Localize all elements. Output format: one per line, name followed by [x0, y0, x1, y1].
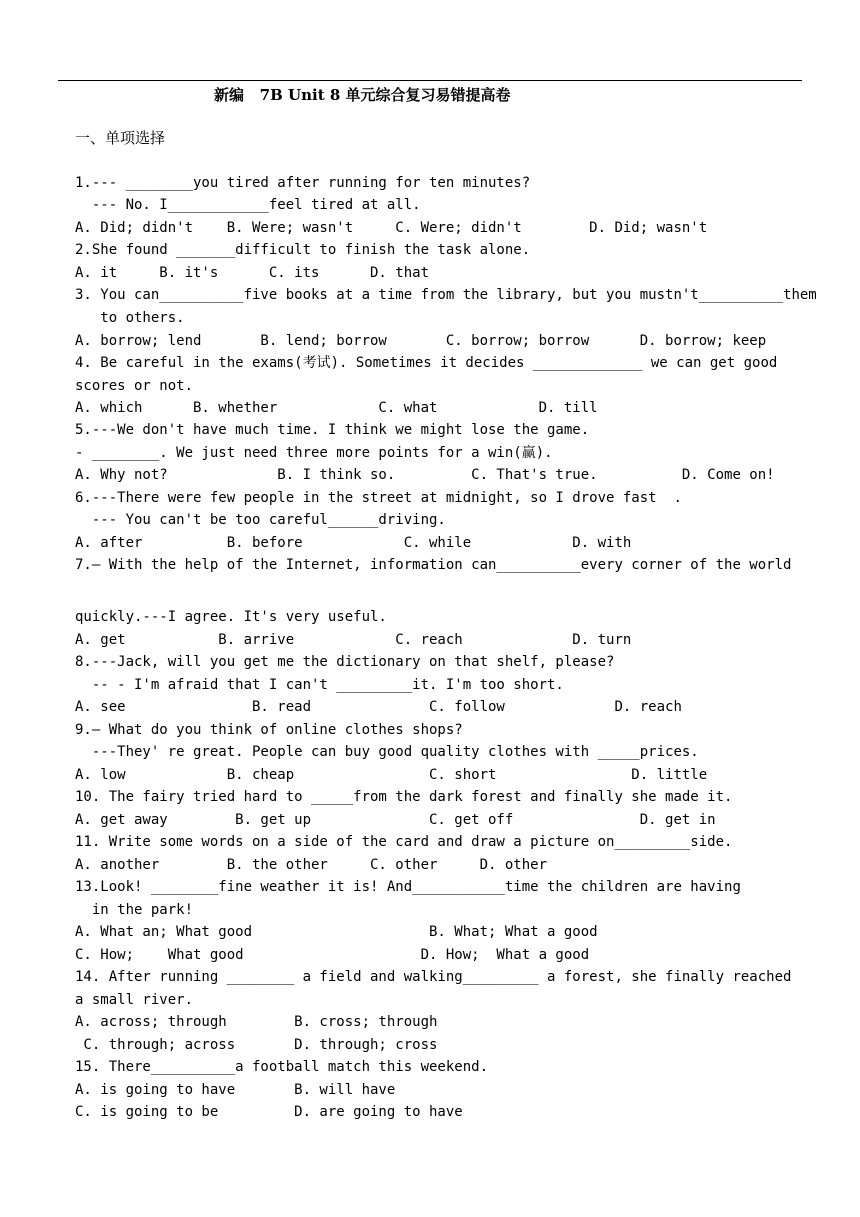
text-line: A. see B. read C. follow D. reach: [75, 699, 682, 715]
top-rule: [58, 80, 802, 81]
text-line: A. across; through B. cross; through: [75, 1014, 438, 1030]
text-line: 7.— With the help of the Internet, information can__________every corner of the world: [75, 557, 792, 573]
text-line: A. low B. cheap C. short D. little: [75, 767, 708, 783]
text-line: A. is going to have B. will have: [75, 1082, 396, 1098]
text-line: A. What an; What good B. What; What a good: [75, 924, 598, 940]
text-line: 1.--- ________you tired after running for ten minutes?: [75, 175, 531, 191]
text-line: A. get B. arrive C. reach D. turn: [75, 632, 632, 648]
text-line: A. get away B. get up C. get off D. get in: [75, 812, 716, 828]
text-line: --- No. I____________feel tired at all.: [75, 197, 421, 213]
text-line: -- - I'm afraid that I can't _________it. I'm too short.: [75, 677, 564, 693]
text-line: A. another B. the other C. other D. other: [75, 857, 548, 873]
text-line: A. Why not? B. I think so. C. That's true. D. Come on!: [75, 467, 775, 483]
text-line: in the park!: [75, 902, 194, 918]
text-line: 11. Write some words on a side of the card and draw a picture on_________side.: [75, 834, 733, 850]
text-line: --- You can't be too careful______driving.: [75, 512, 446, 528]
section-heading: 一、单项选择: [75, 129, 166, 147]
text-line: A. borrow; lend B. lend; borrow C. borrow; borrow D. borrow; keep: [75, 333, 767, 349]
text-line: ---They' re great. People can buy good quality clothes with _____prices.: [75, 744, 699, 760]
text-line: 10. The fairy tried hard to _____from the dark forest and finally she made it.: [75, 789, 733, 805]
document-title: 新编 7B Unit 8 单元综合复习易错提高卷: [214, 86, 511, 104]
text-line: A. which B. whether C. what D. till: [75, 400, 598, 416]
text-line: scores or not.: [75, 378, 194, 394]
text-line: C. is going to be D. are going to have: [75, 1104, 463, 1120]
text-line: 9.— What do you think of online clothes shops?: [75, 722, 463, 738]
text-line: C. through; across D. through; cross: [75, 1037, 438, 1053]
text-line: A. after B. before C. while D. with: [75, 535, 632, 551]
text-line: 2.She found _______difficult to finish the task alone.: [75, 242, 531, 258]
text-line: A. it B. it's C. its D. that: [75, 265, 430, 281]
text-line: A. Did; didn't B. Were; wasn't C. Were; didn't D. Did; wasn't: [75, 220, 708, 236]
text-line: to others.: [75, 310, 185, 326]
text-line: 4. Be careful in the exams(考试). Sometimes it decides _____________ we can get good: [75, 355, 778, 371]
text-line: a small river.: [75, 992, 194, 1008]
text-line: 15. There__________a football match this weekend.: [75, 1059, 489, 1075]
text-line: 6.---There were few people in the street at midnight, so I drove fast .: [75, 490, 682, 506]
text-line: quickly.---I agree. It's very useful.: [75, 609, 387, 625]
text-line: 5.---We don't have much time. I think we might lose the game.: [75, 422, 590, 438]
text-line: 14. After running ________ a field and walking_________ a forest, she finally reached: [75, 969, 792, 985]
text-line: 3. You can__________five books at a time from the library, but you mustn't__________them: [75, 287, 817, 303]
text-line: 8.---Jack, will you get me the dictionary on that shelf, please?: [75, 654, 615, 670]
text-line: 13.Look! ________fine weather it is! And___________time the children are having: [75, 879, 741, 895]
text-line: C. How; What good D. How; What a good: [75, 947, 590, 963]
text-line: - ________. We just need three more points for a win(赢).: [75, 445, 553, 461]
